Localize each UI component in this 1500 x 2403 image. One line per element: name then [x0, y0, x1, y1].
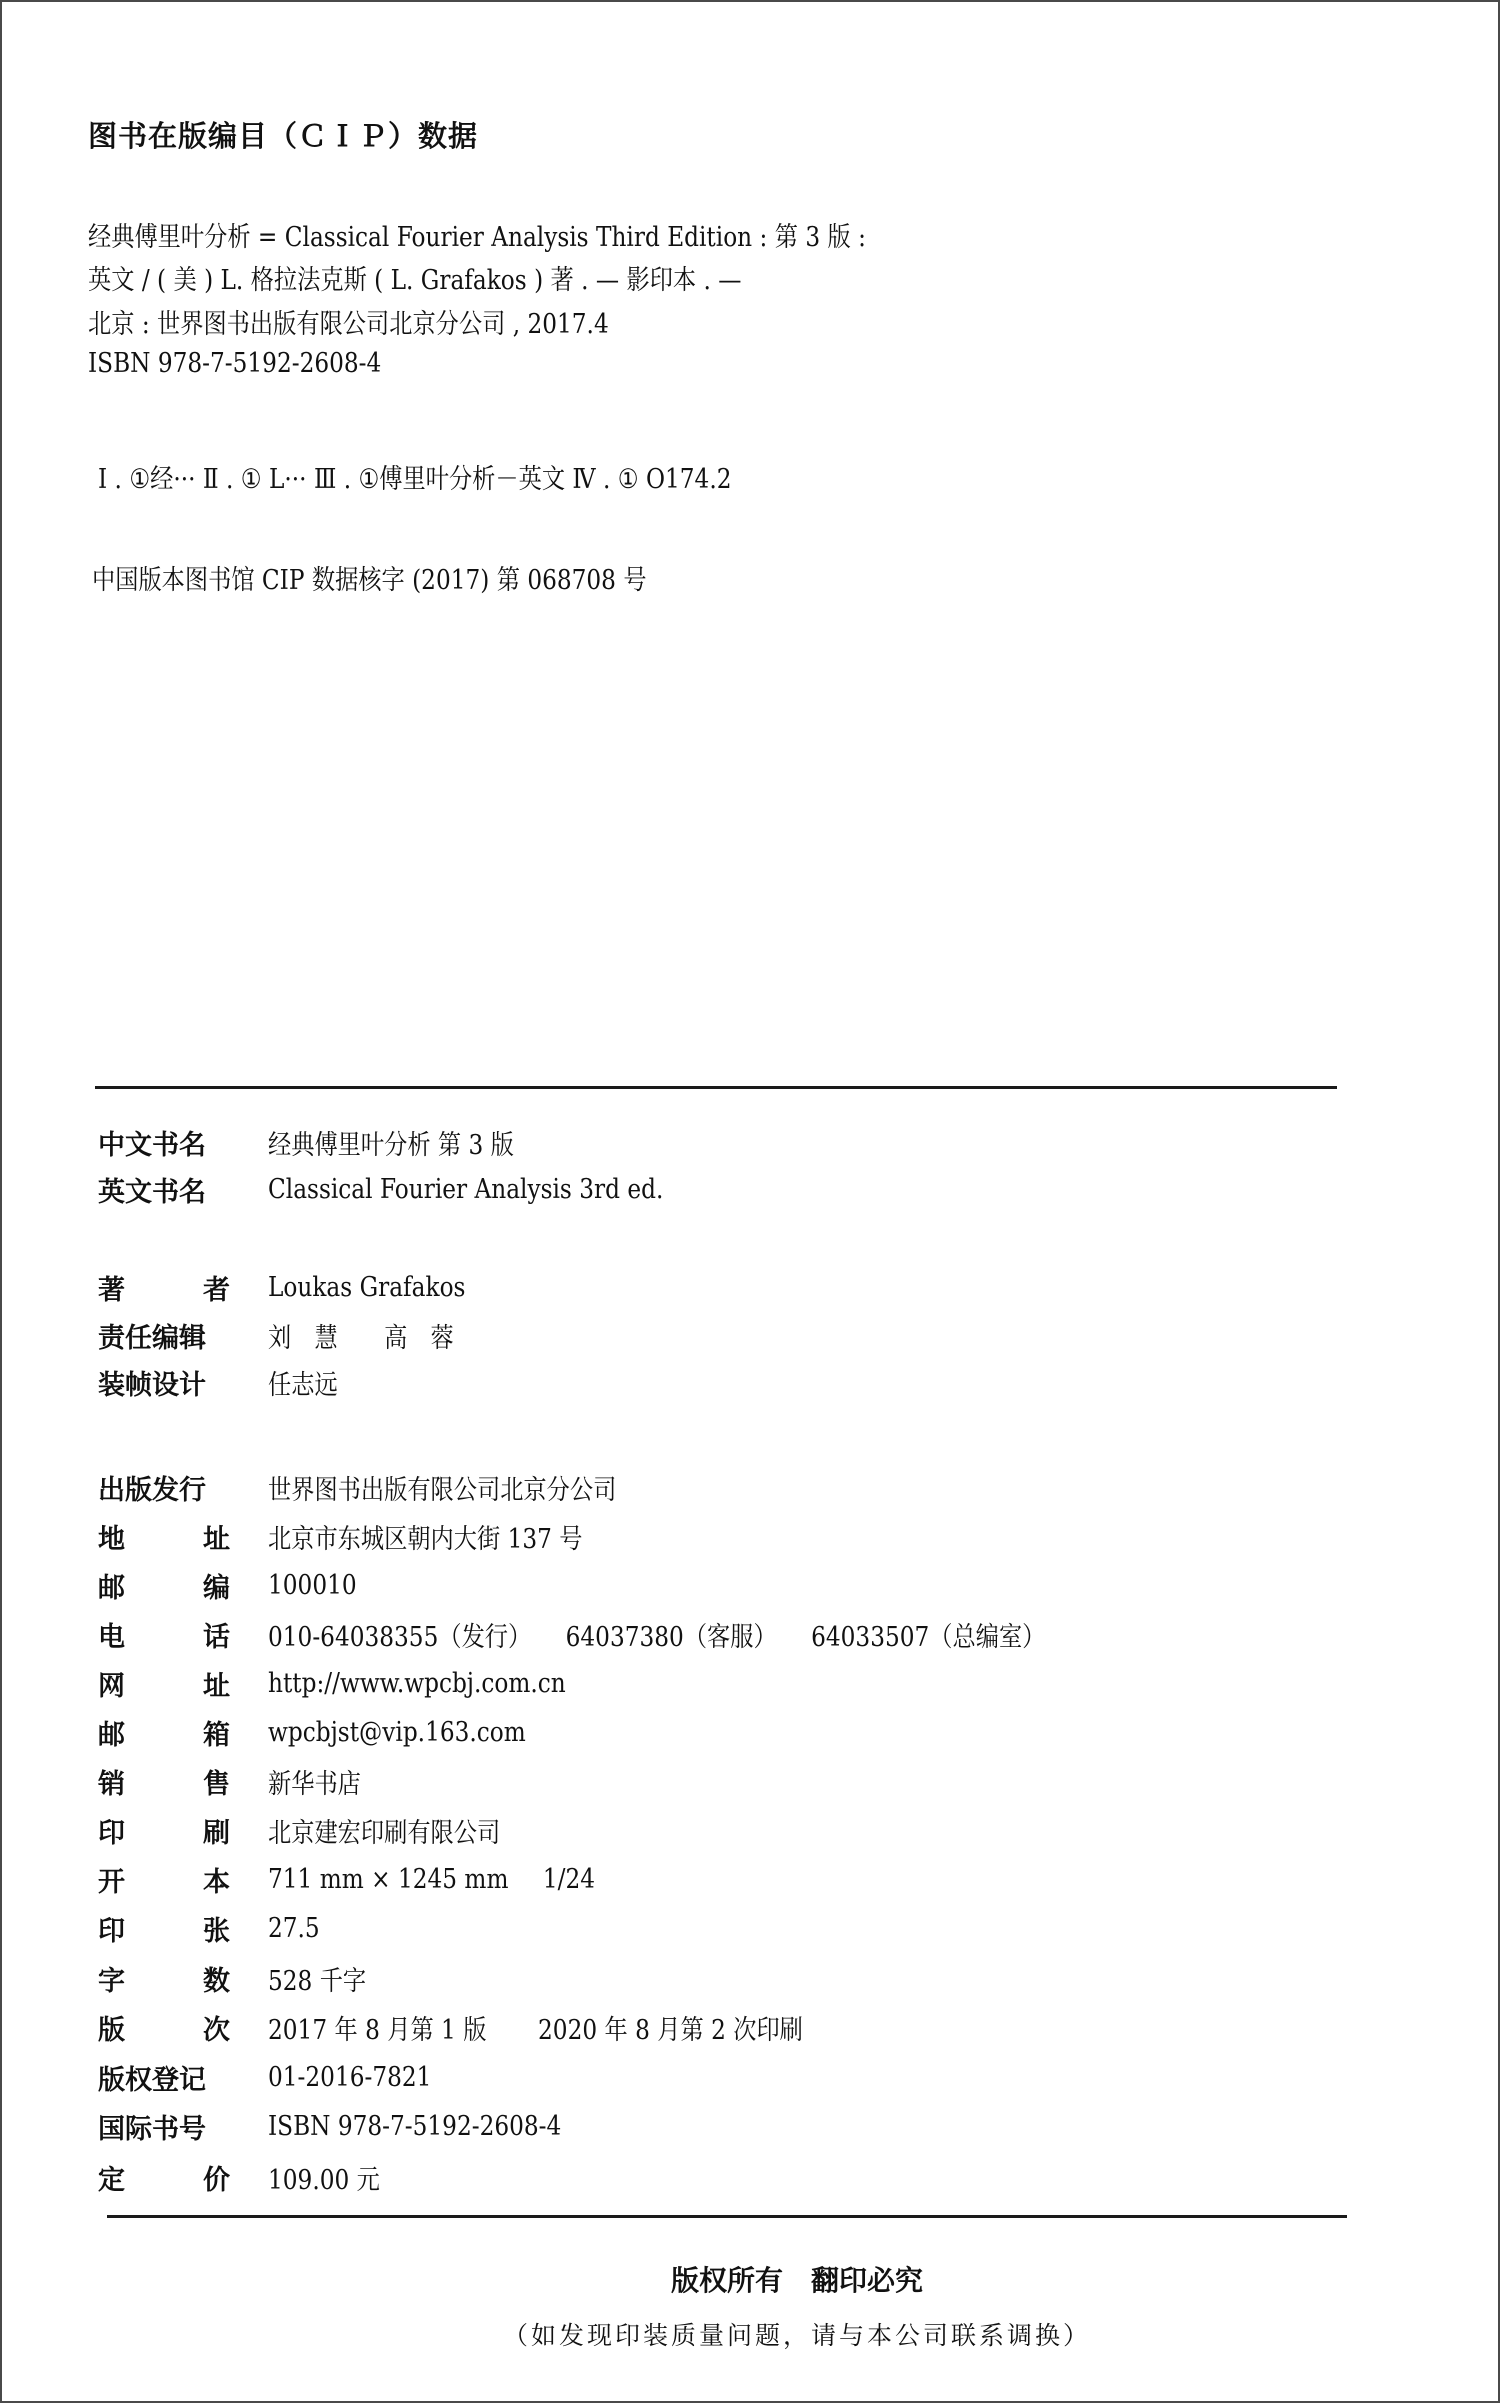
info-label-char: 次 — [203, 2014, 230, 2046]
info-value: 北京建宏印刷有限公司 — [268, 1817, 501, 1849]
info-row-phone — [98, 1614, 1172, 1654]
info-value — [268, 1864, 595, 1895]
info-row-sheets — [98, 1908, 328, 1948]
info-row-isbn — [98, 2106, 609, 2146]
info-value: 世界图书出版有限公司北京分公司 — [268, 1474, 617, 1506]
info-label-char: 邮 — [98, 1719, 125, 1751]
info-label — [98, 1811, 230, 1850]
info-label-char: 开 — [98, 1866, 125, 1898]
cip-entry-line-1: 经典傅里叶分析 = Classical Fourier Analysis Third Edition : 第 3 版 : — [88, 222, 866, 253]
info-label-char: 价 — [203, 2164, 230, 2196]
format-fraction: 1/24 — [542, 1863, 596, 1895]
cip-entry-line-2: 英文 / ( 美 ) L. 格拉法克斯 ( L. Grafakos ) 著 . — 影印本 . — — [88, 265, 742, 296]
info-row-edition — [98, 2007, 890, 2047]
info-label-char: 网 — [98, 1670, 125, 1702]
info-label-char: 印 — [98, 1817, 125, 1849]
info-label-char: 邮 — [98, 1572, 125, 1604]
edition-printing: 2020 年 8 月第 2 次印刷 — [538, 2014, 803, 2046]
divider-bottom — [107, 2215, 1347, 2218]
info-value: 新华书店 — [268, 1768, 361, 1800]
info-label-char: 印 — [98, 1915, 125, 1947]
copyright-statement: 版权所有 翻印必究 — [670, 2264, 923, 2297]
info-label-char: 者 — [203, 1274, 230, 1306]
edition-first: 2017 年 8 月第 1 版 — [268, 2014, 487, 2046]
info-label-char: 箱 — [203, 1719, 230, 1751]
info-label-char: 字 — [98, 1965, 125, 1997]
info-label-char: 址 — [203, 1523, 230, 1555]
info-value: 109.00 元 — [268, 2164, 380, 2196]
info-value: 刘 慧 高 蓉 — [268, 1322, 454, 1354]
info-row-publisher — [98, 1467, 673, 1507]
info-label — [98, 1909, 230, 1948]
info-label-char: 本 — [203, 1866, 230, 1898]
info-value: Loukas Grafakos — [268, 1271, 466, 1303]
info-label: 出版发行 — [98, 1474, 206, 1506]
phone-editorial-office: 64033507（总编室） — [811, 1621, 1046, 1653]
info-label — [98, 1268, 230, 1307]
info-label — [98, 1566, 230, 1605]
info-value: Classical Fourier Analysis 3rd ed. — [268, 1173, 664, 1205]
cip-title: 图书在版编目（ＣＩＰ）数据 — [88, 119, 479, 153]
info-row-designer — [98, 1362, 349, 1402]
info-label — [98, 1860, 230, 1899]
info-row-postcode — [98, 1565, 371, 1605]
info-label-char: 著 — [98, 1274, 125, 1306]
cip-isbn-line: ISBN 978-7-5192-2608-4 — [88, 348, 382, 379]
info-label-char: 销 — [98, 1768, 125, 1800]
info-value — [268, 2008, 803, 2047]
info-row-format — [98, 1859, 648, 1899]
info-label — [98, 1615, 230, 1654]
cip-record-number: 中国版本图书馆 CIP 数据核字 (2017) 第 068708 号 — [92, 565, 647, 596]
info-label — [98, 1664, 230, 1703]
info-row-printer — [98, 1810, 538, 1850]
info-value: 北京市东城区朝内大街 137 号 — [268, 1523, 583, 1555]
info-row-email — [98, 1712, 568, 1752]
info-label: 责任编辑 — [98, 1322, 206, 1354]
info-row-author — [98, 1267, 498, 1307]
email-link[interactable]: wpcbjst@vip.163.com — [268, 1716, 526, 1748]
info-row-word-count — [98, 1958, 382, 1998]
info-value: 27.5 — [268, 1912, 320, 1944]
info-label-char: 电 — [98, 1621, 125, 1653]
info-value — [268, 1615, 1045, 1654]
info-row-copyright-registration — [98, 2057, 458, 2097]
info-value: 经典傅里叶分析 第 3 版 — [268, 1129, 514, 1161]
info-label-char: 定 — [98, 2164, 125, 2196]
info-label: 装帧设计 — [98, 1369, 206, 1401]
info-value: 528 千字 — [268, 1965, 367, 1997]
info-label-char: 版 — [98, 2014, 125, 2046]
info-label-char: 刷 — [203, 1817, 230, 1849]
info-label-char: 售 — [203, 1768, 230, 1800]
divider-top — [95, 1086, 1337, 1089]
info-value: ISBN 978-7-5192-2608-4 — [268, 2110, 562, 2142]
info-label — [98, 1959, 230, 1998]
info-label: 版权登记 — [98, 2064, 206, 2096]
info-label-char: 话 — [203, 1621, 230, 1653]
info-label — [98, 2008, 230, 2047]
quality-notice: （如发现印装质量问题，请与本公司联系调换） — [502, 2321, 1091, 2350]
info-label — [98, 1762, 230, 1801]
info-label — [98, 2158, 230, 2197]
phone-distribution: 010-64038355（发行） — [268, 1621, 532, 1653]
info-label: 英文书名 — [98, 1176, 206, 1208]
info-row-chinese-title — [98, 1122, 554, 1162]
info-label-char: 数 — [203, 1965, 230, 1997]
info-label: 中文书名 — [98, 1129, 206, 1161]
info-row-editor — [98, 1315, 484, 1355]
info-row-website — [98, 1663, 614, 1703]
info-label-char: 编 — [203, 1572, 230, 1604]
info-label-char: 地 — [98, 1523, 125, 1555]
website-link[interactable]: http://www.wpcbj.com.cn — [268, 1667, 566, 1699]
format-size: 711 mm × 1245 mm — [268, 1863, 509, 1895]
info-value: 01-2016-7821 — [268, 2061, 432, 2093]
info-value: 任志远 — [268, 1369, 338, 1401]
cip-entry-line-3: 北京 : 世界图书出版有限公司北京分公司 , 2017.4 — [88, 309, 609, 340]
info-row-sales — [98, 1761, 376, 1801]
info-row-english-title — [98, 1169, 728, 1209]
info-value: 100010 — [268, 1569, 357, 1601]
info-label — [98, 1517, 230, 1556]
info-label — [98, 1713, 230, 1752]
cip-classification: Ⅰ . ①经··· Ⅱ . ① L··· Ⅲ . ①傅里叶分析－英文 Ⅳ . ① O174.2 — [98, 464, 732, 495]
phone-customer-service: 64037380（客服） — [565, 1621, 777, 1653]
info-row-price — [98, 2157, 398, 2197]
info-label: 国际书号 — [98, 2113, 206, 2145]
info-label-char: 址 — [203, 1670, 230, 1702]
info-label-char: 张 — [203, 1915, 230, 1947]
info-row-address — [98, 1516, 634, 1556]
